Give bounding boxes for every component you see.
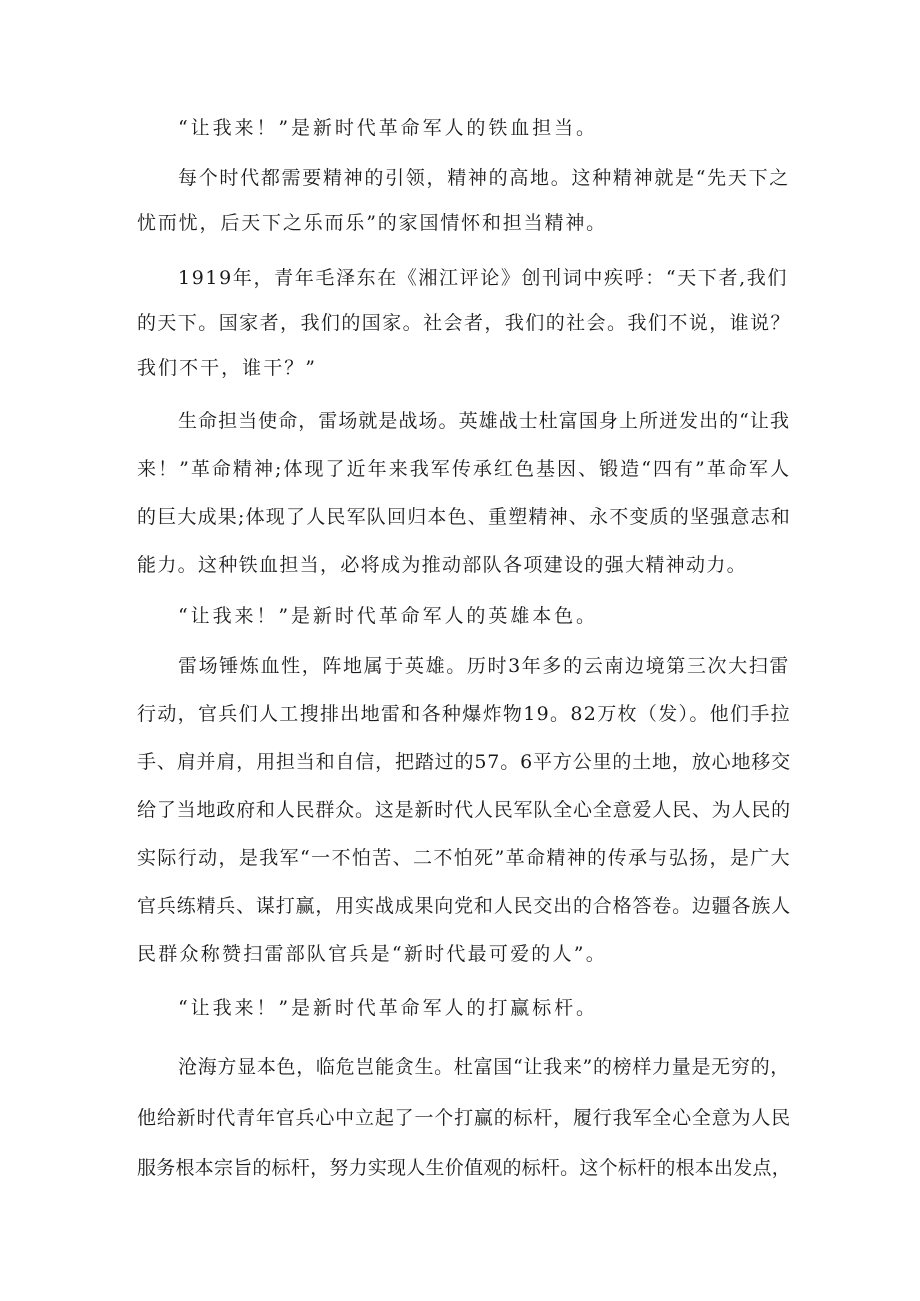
section-heading: “让我来！”是新时代革命军人的铁血担当。 [178, 117, 598, 139]
section-heading: “让我来！”是新时代革命军人的打赢标杆。 [178, 997, 598, 1019]
body-text-line: 的巨大成果;体现了人民军队回归本色、重塑精神、永不变质的坚强意志和 [137, 506, 791, 528]
body-text-line: 雷场锤炼血性，阵地属于英雄。历时3年多的云南边境第三次大扫雷 [178, 655, 790, 677]
body-text-line: 1919年，青年毛泽东在《湘江评论》创刊词中疾呼：“天下者,我们 [178, 267, 788, 289]
body-text-line: 生命担当使命，雷场就是战场。英雄战士杜富国身上所迸发出的“让我 [178, 410, 790, 432]
body-text-line: 实际行动，是我军“一不怕苦、二不怕死”革命精神的传承与弘扬，是广大 [137, 847, 791, 869]
body-text-line: 官兵练精兵、谋打赢，用实战成果向党和人民交出的合格答卷。边疆各族人 [137, 895, 791, 917]
body-text-line: 行动，官兵们人工搜排出地雷和各种爆炸物19。82万枚（发）。他们手拉 [137, 703, 791, 725]
body-text-line: 来！”革命精神;体现了近年来我军传承红色基因、锻造“四有”革命军人 [137, 458, 791, 480]
body-text-line: 民群众称赞扫雷部队官兵是“新时代最可爱的人”。 [137, 943, 607, 965]
body-text-line: 能力。这种铁血担当，必将成为推动部队各项建设的强大精神动力。 [137, 554, 747, 576]
body-text-line: 服务根本宗旨的标杆，努力实现人生价值观的标杆。这个标杆的根本出发点， [137, 1157, 791, 1179]
body-text-line: 我们不干，谁干？” [137, 357, 317, 379]
section-heading: “让我来！”是新时代革命军人的英雄本色。 [178, 605, 598, 627]
body-text-line: 沧海方显本色，临危岂能贪生。杜富国“让我来”的榜样力量是无穷的， [178, 1056, 790, 1078]
body-text-line: 他给新时代青年官兵心中立起了一个打赢的标杆，履行我军全心全意为人民 [137, 1107, 791, 1129]
body-text-line: 手、肩并肩，用担当和自信，把踏过的57。6平方公里的土地，放心地移交 [137, 751, 791, 773]
body-text-line: 给了当地政府和人民群众。这是新时代人民军队全心全意爱人民、为人民的 [137, 799, 791, 821]
body-text-line: 的天下。国家者，我们的国家。社会者，我们的社会。我们不说，谁说？ [137, 312, 791, 334]
body-text-line: 每个时代都需要精神的引领，精神的高地。这种精神就是“先天下之 [178, 167, 790, 189]
body-text-line: 忧而忧，后天下之乐而乐”的家国情怀和担当精神。 [137, 212, 607, 234]
